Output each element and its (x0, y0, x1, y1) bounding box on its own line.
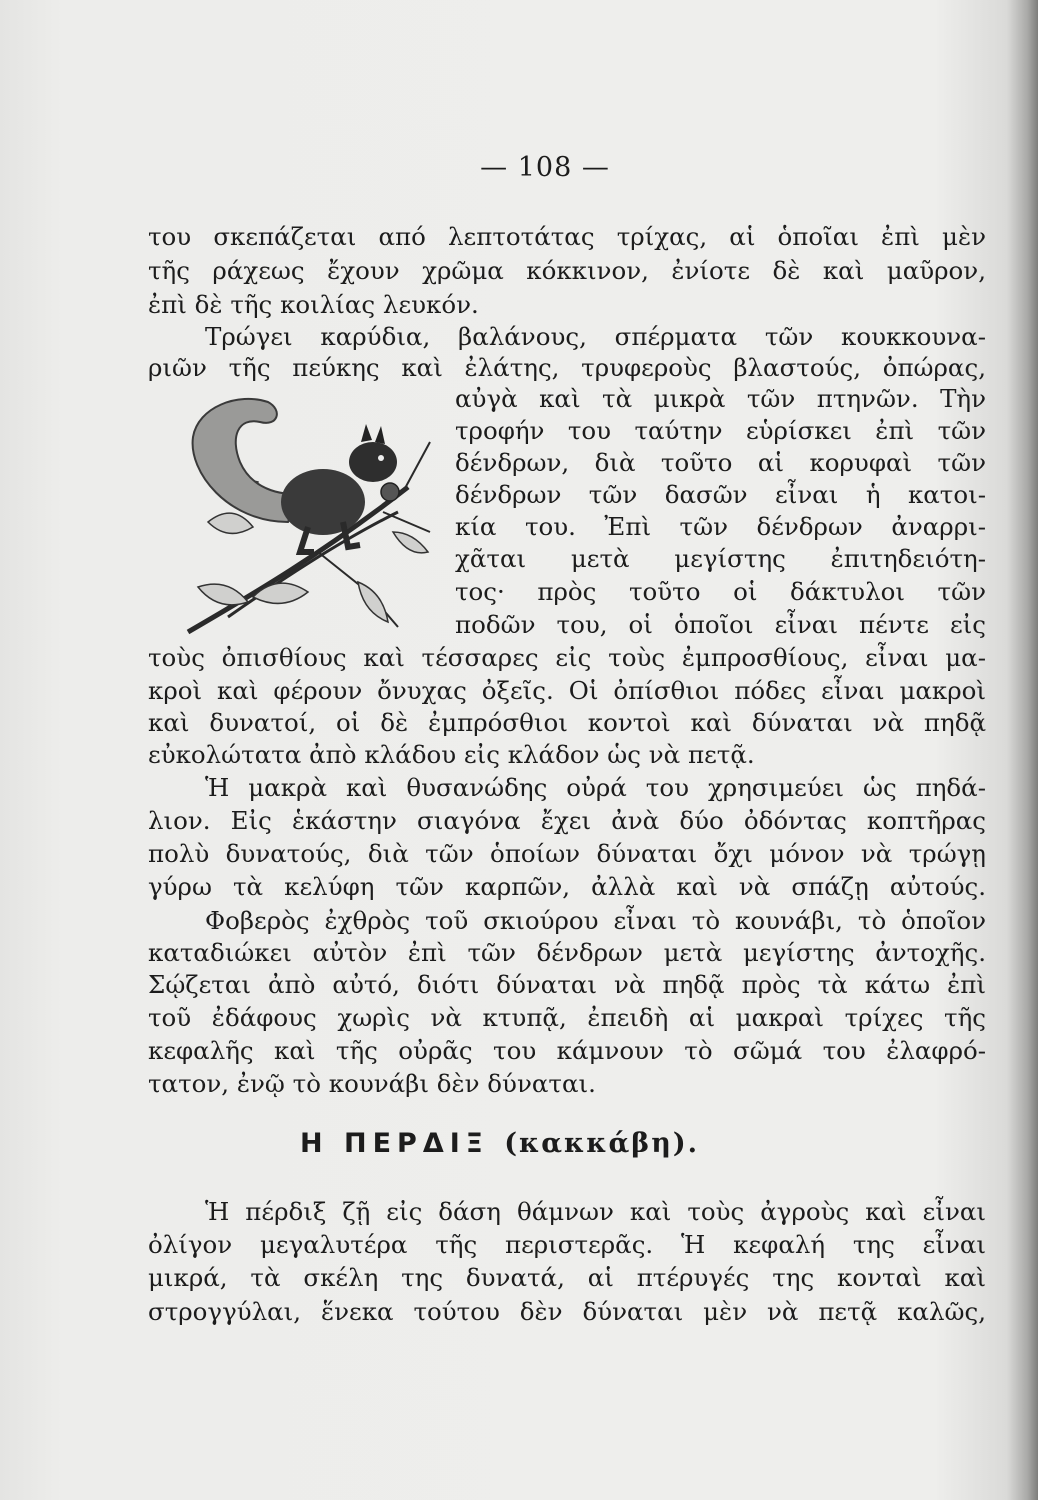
section-heading-sub: (κακκάβη). (504, 1128, 700, 1159)
text-line: κροὶ καὶ φέρουν ὄνυχας ὀξεῖς. Οἱ ὀπίσθιοι πόδες εἶναι μακροὶ (148, 676, 986, 705)
squirrel-illustration (168, 382, 448, 644)
section-heading-main: Η ΠΕΡΔΙΞ (300, 1128, 489, 1159)
text-line: ὀλίγον μεγαλυτέρα τῆς περιστερᾶς. Ἡ κεφαλή της εἶναι (148, 1230, 986, 1259)
text-line: κία του. Ἐπὶ τῶν δένδρων ἀναρρι- (455, 512, 986, 541)
text-line: Φοβερὸς ἐχθρὸς τοῦ σκιούρου εἶναι τὸ κουνάβι, τὸ ὁποῖον (205, 906, 986, 935)
text-line: τροφήν του ταύτην εὑρίσκει ἐπὶ τῶν (455, 416, 986, 445)
text-line: ἐπὶ δὲ τῆς κοιλίας λευκόν. (148, 290, 479, 319)
section-heading (300, 1128, 800, 1159)
text-line: λιον. Εἰς ἑκάστην σιαγόνα ἔχει ἀνὰ δύο ὀδόντας κοπτῆρας (148, 806, 986, 835)
text-line: δένδρων τῶν δασῶν εἶναι ἡ κατοι- (455, 480, 986, 509)
text-line: εὐκολώτατα ἀπὸ κλάδου εἰς κλάδον ὡς νὰ πετᾷ. (148, 740, 755, 769)
text-line: τοὺς ὀπισθίους καὶ τέσσαρες εἰς τοὺς ἐμπροσθίους, εἶναι μα- (148, 643, 986, 672)
text-line: πολὺ δυνατούς, διὰ τῶν ὁποίων δύναται ὄχι μόνον νὰ τρώγῃ (148, 839, 986, 868)
text-line: τῆς ράχεως ἔχουν χρῶμα κόκκινον, ἐνίοτε δὲ καὶ μαῦρον, (148, 256, 986, 285)
text-line: ριῶν τῆς πεύκης καὶ ἐλάτης, τρυφεροὺς βλαστούς, ὀπώρας, (148, 353, 986, 382)
text-line: κεφαλῆς καὶ τῆς οὐρᾶς του κάμνουν τὸ σῶμά του ἐλαφρό- (148, 1036, 986, 1065)
text-line: δένδρων, διὰ τοῦτο αἱ κορυφαὶ τῶν (455, 448, 986, 477)
text-line: μικρά, τὰ σκέλη της δυνατά, αἱ πτέρυγές της κονταὶ καὶ (148, 1263, 986, 1292)
text-line: τατον, ἐνῷ τὸ κουνάβι δὲν δύναται. (148, 1069, 596, 1098)
text-line: Ἡ πέρδιξ ζῇ εἰς δάση θάμνων καὶ τοὺς ἀγροὺς καὶ εἶναι (205, 1197, 986, 1226)
text-line: αὐγὰ καὶ τὰ μικρὰ τῶν πτηνῶν. Τὴν (455, 384, 986, 413)
text-line: στρογγύλαι, ἕνεκα τούτου δὲν δύναται μὲν νὰ πετᾷ καλῶς, (148, 1297, 986, 1326)
text-line: τος· πρὸς τοῦτο οἱ δάκτυλοι τῶν (455, 577, 986, 606)
text-line: ποδῶν του, οἱ ὁποῖοι εἶναι πέντε εἰς (455, 610, 986, 639)
page-number: — 108 — (480, 152, 610, 183)
text-line: Ἡ μακρὰ καὶ θυσανώδης οὐρά του χρησιμεύει ὡς πηδά- (205, 773, 986, 802)
text-line: καὶ δυνατοί, οἱ δὲ ἐμπρόσθιοι κοντοὶ καὶ δύναται νὰ πηδᾷ (148, 708, 986, 737)
text-line: Σῴζεται ἀπὸ αὐτό, διότι δύναται νὰ πηδᾷ πρὸς τὰ κάτω ἐπὶ (148, 970, 986, 999)
text-line: τοῦ ἐδάφους χωρὶς νὰ κτυπᾷ, ἐπειδὴ αἱ μακραὶ τρίχες τῆς (148, 1003, 986, 1032)
text-line: Τρώγει καρύδια, βαλάνους, σπέρματα τῶν κουκκουνα- (205, 322, 986, 351)
text-line: του σκεπάζεται από λεπτοτάτας τρίχας, αἱ ὁποῖαι ἐπὶ μὲν (148, 222, 986, 251)
text-line: γύρω τὰ κελύφη τῶν καρπῶν, ἀλλὰ καὶ νὰ σπάζῃ αὐτούς. (148, 872, 986, 901)
text-line: χᾶται μετὰ μεγίστης ἐπιτηδειότη- (455, 544, 986, 573)
text-line: καταδιώκει αὐτὸν ἐπὶ τῶν δένδρων μετὰ μεγίστης ἀντοχῆς. (148, 938, 986, 967)
